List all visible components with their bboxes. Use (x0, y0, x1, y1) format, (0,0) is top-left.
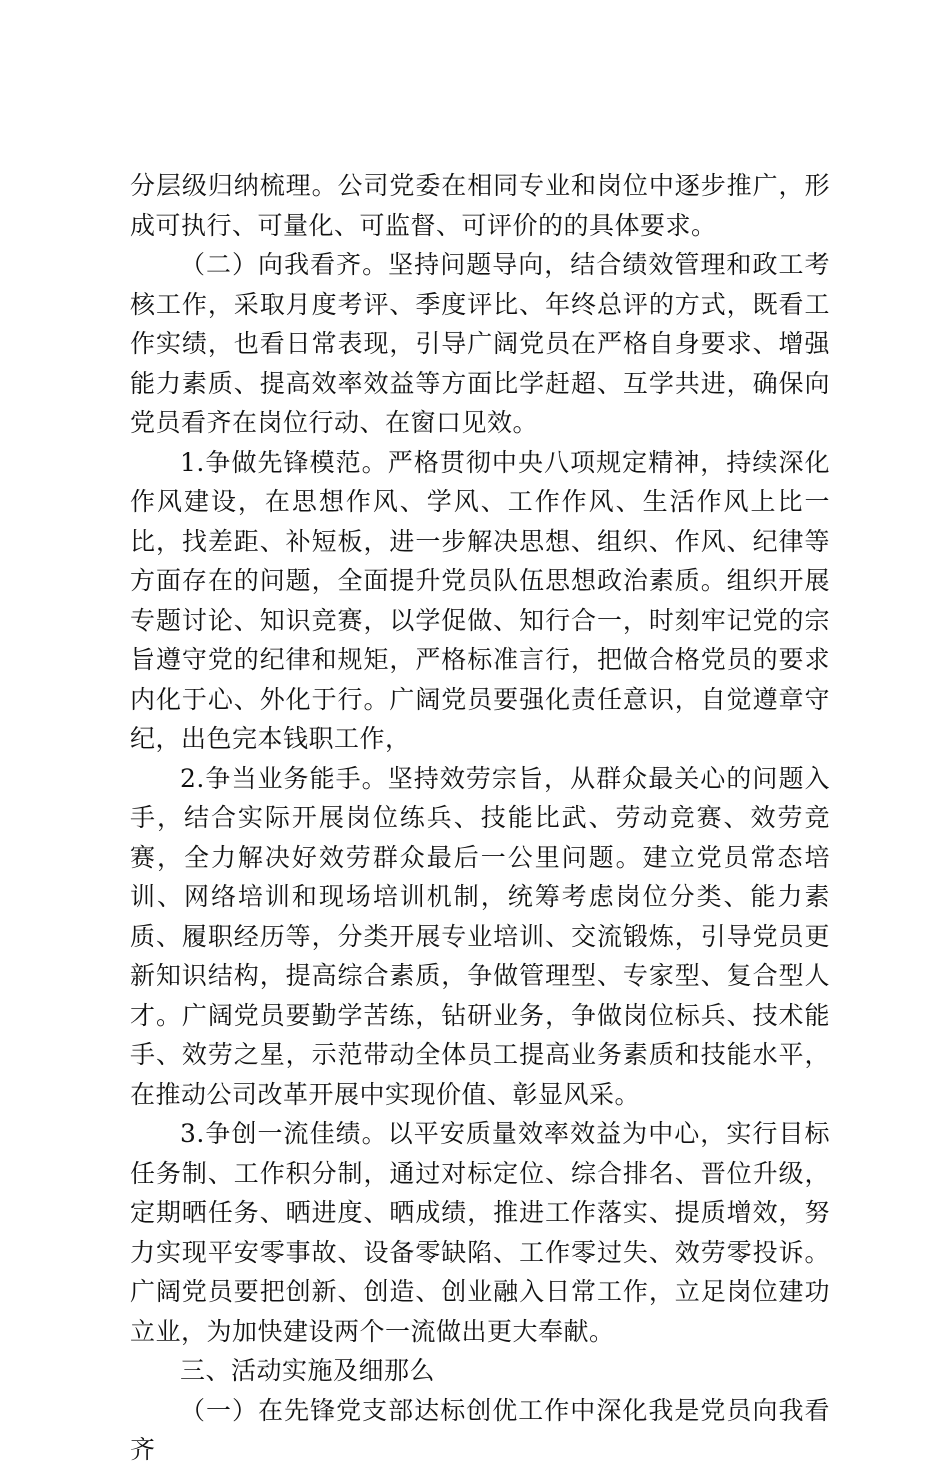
document-body (130, 166, 830, 1470)
paragraph-continuation: 分层级归纳梳理。公司党委在相同专业和岗位中逐步推广，形成可执行、可量化、可监督、可评价的的具体要求。 (130, 171, 830, 240)
subsection-heading-one: （一）在先锋党支部达标创优工作中深化我是党员向我看齐 (130, 1395, 830, 1464)
paragraph-item-one: 1.争做先锋模范。严格贯彻中央八项规定精神，持续深化作风建设，在思想作风、学风、工作作风、生活作风上比一比，找差距、补短板，进一步解决思想、组织、作风、纪律等方面存在的问题，全面提升党员队伍思想政治素质。组织开展专题讨论、知识竞赛，以学促做、知行合一，时刻牢记党的宗旨遵守党的纪律和规矩，严格标准言行，把做合格党员的要求内化于心、外化于行。广阔党员要强化责任意识，自觉遵章守纪，出色完本钱职工作， (130, 447, 830, 753)
paragraph-section-two: （二）向我看齐。坚持问题导向，结合绩效管理和政工考核工作，采取月度考评、季度评比、年终总评的方式，既看工作实绩，也看日常表现，引导广阔党员在严格自身要求、增强能力素质、提高效率效益等方面比学赶超、互学共进，确保向党员看齐在岗位行动、在窗口见效。 (130, 250, 830, 437)
paragraph-item-three: 3.争创一流佳绩。以平安质量效率效益为中心，实行目标任务制、工作积分制，通过对标定位、综合排名、晋位升级，定期晒任务、晒进度、晒成绩，推进工作落实、提质增效，努力实现平安零事故、设备零缺陷、工作零过失、效劳零投诉。广阔党员要把创新、创造、创业融入日常工作，立足岗位建功立业，为加快建设两个一流做出更大奉献。 (130, 1119, 830, 1346)
section-heading-three: 三、活动实施及细那么 (180, 1356, 436, 1385)
paragraph-item-two: 2.争当业务能手。坚持效劳宗旨，从群众最关心的问题入手，结合实际开展岗位练兵、技能比武、劳动竞赛、效劳竞赛，全力解决好效劳群众最后一公里问题。建立党员常态培训、网络培训和现场培训机制，统筹考虑岗位分类、能力素质、履职经历等，分类开展专业培训、交流锻炼，引导党员更新知识结构，提高综合素质，争做管理型、专家型、复合型人才。广阔党员要勤学苦练，钻研业务，争做岗位标兵、技术能手、效劳之星，示范带动全体员工提高业务素质和技能水平，在推动公司改革开展中实现价值、彰显风采。 (130, 763, 830, 1109)
